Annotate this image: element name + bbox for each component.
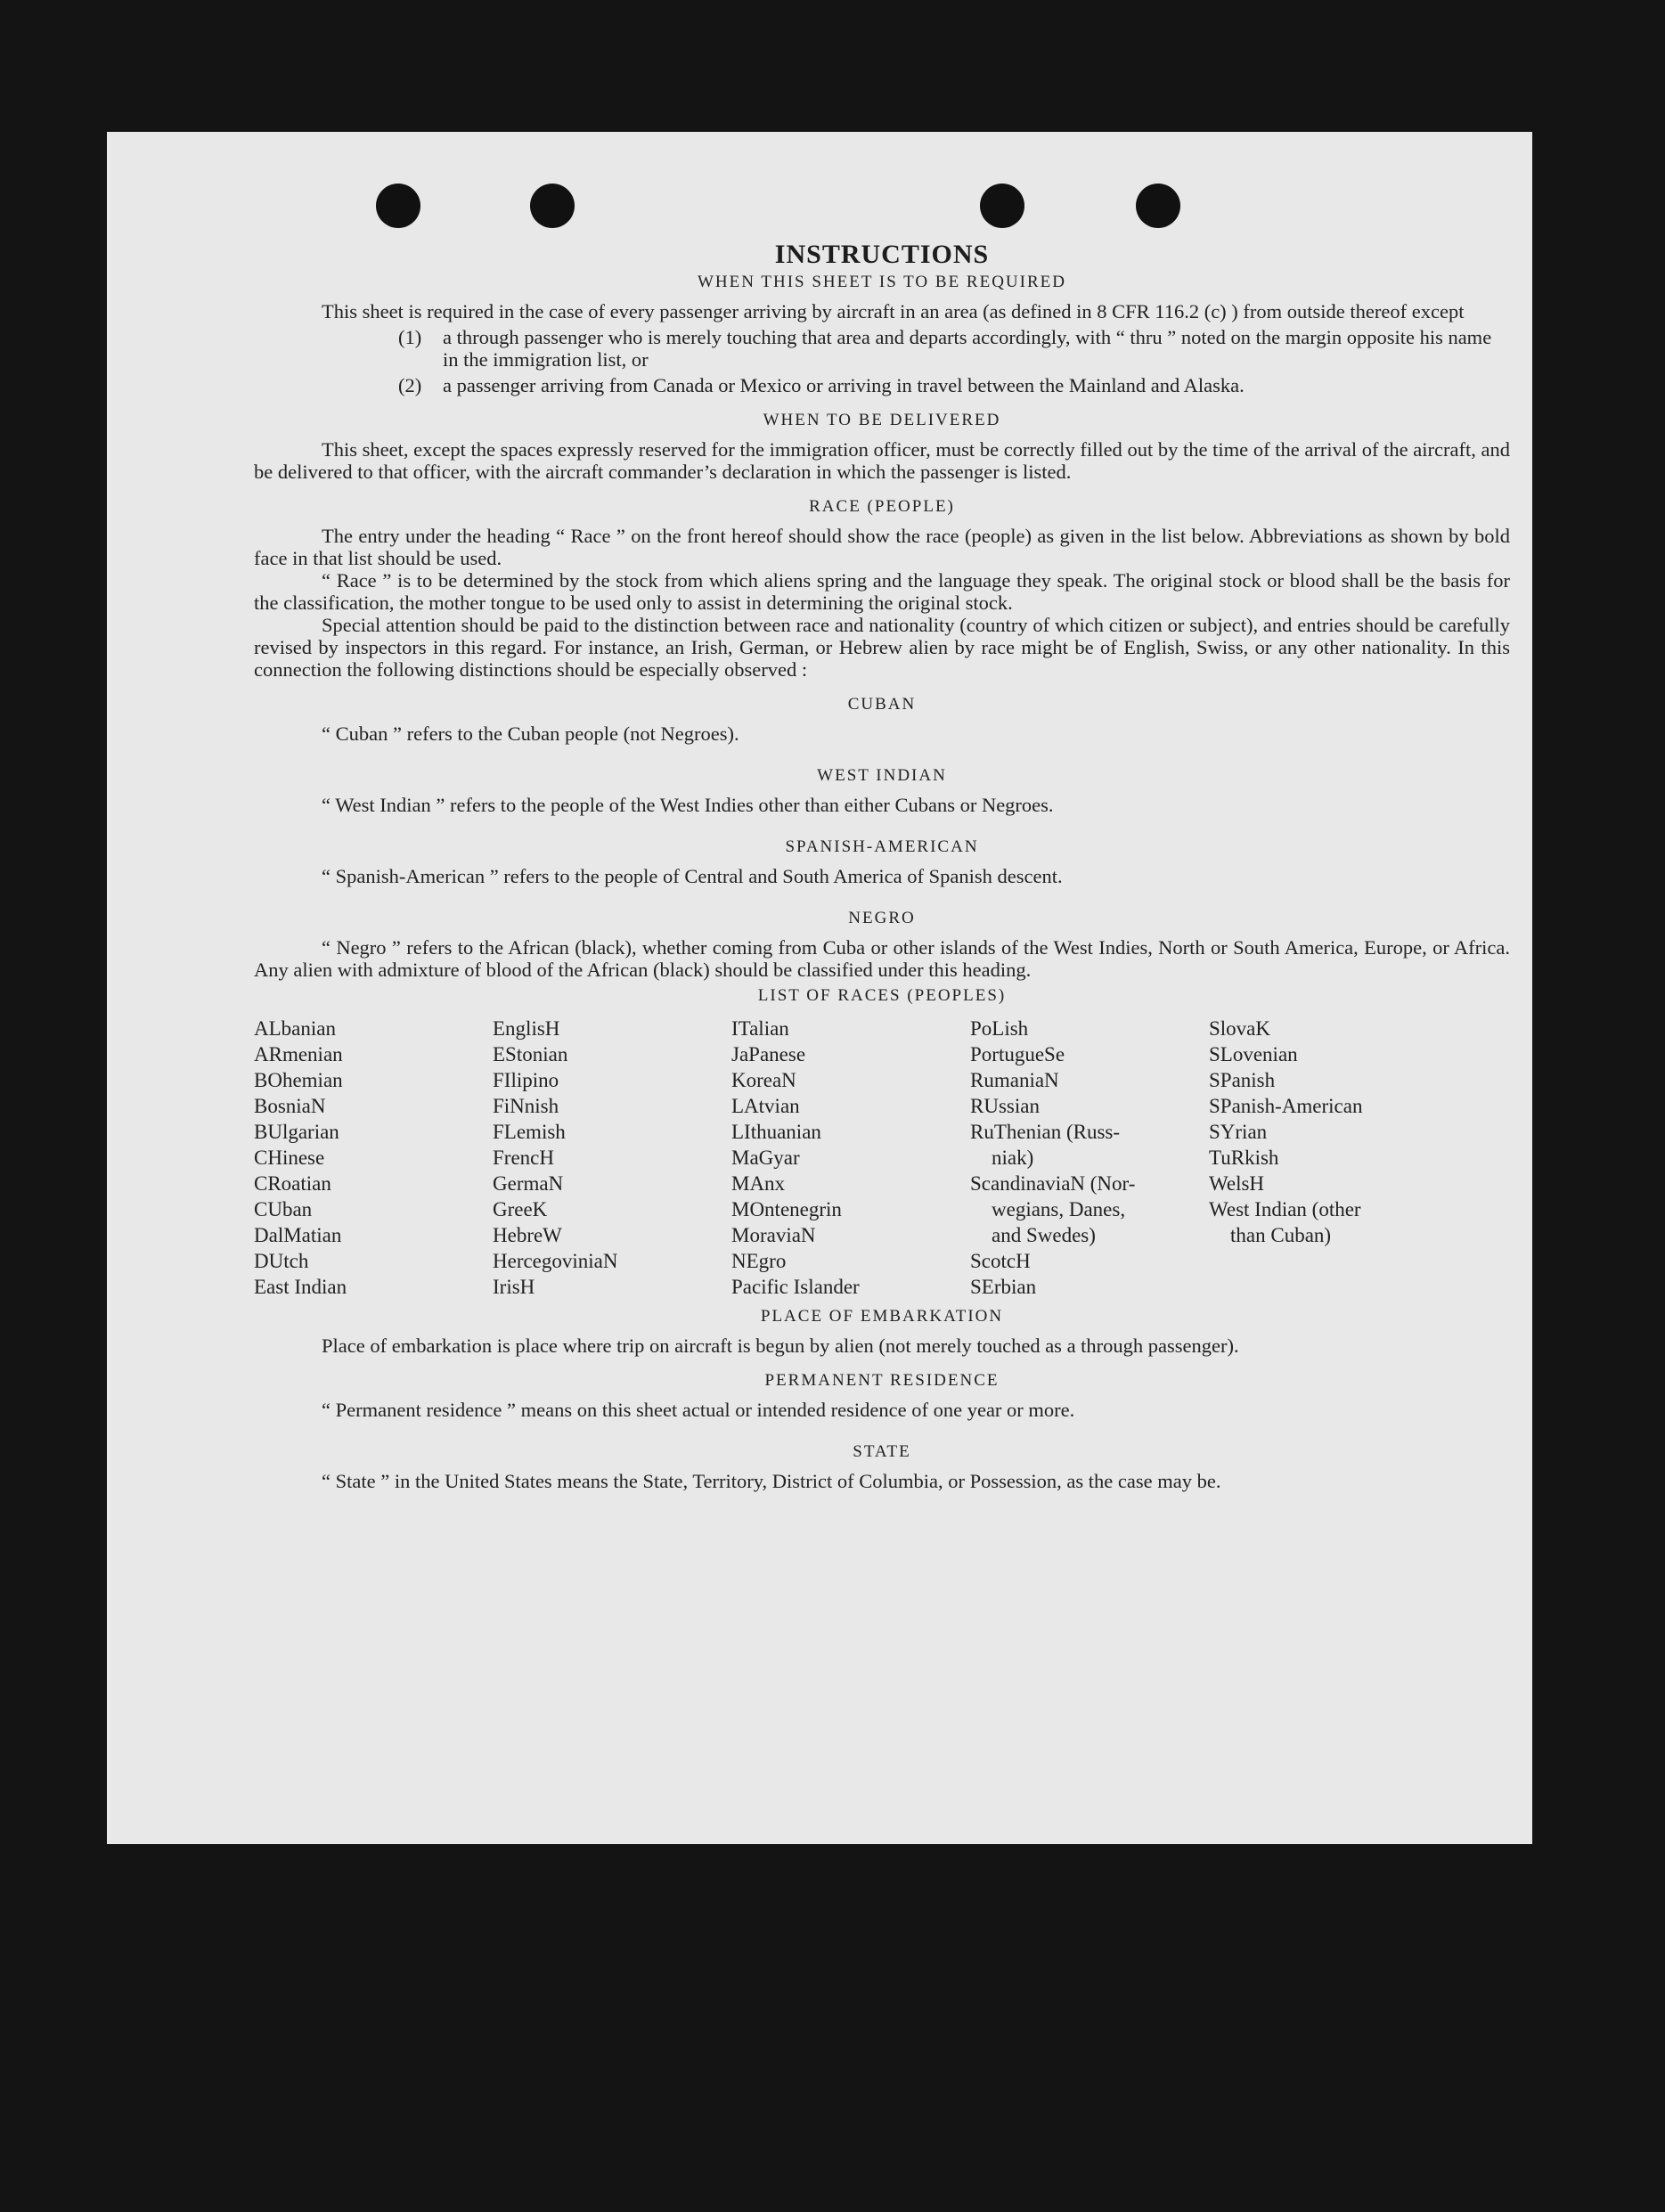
- when-delivered-text: This sheet, except the spaces expressly reserved for the immigration officer, must be correctly filled out by the time of the arrival of the aircraft, and be delivered to that officer, with the aircraft commander’s declaration in which the passenger is listed.: [254, 438, 1510, 483]
- race-entry: SErbian: [970, 1276, 1037, 1298]
- document-page: [107, 132, 1532, 1844]
- race-entry: and Swedes): [992, 1224, 1096, 1246]
- races-column: [493, 1016, 731, 1300]
- heading-when-required: WHEN THIS SHEET IS TO BE REQUIRED: [698, 273, 1066, 291]
- list-item: (1) a through passenger who is merely touching that area and departs accordingly, with “ thru ” noted on the margin opposite his name in the immigration list, or: [398, 326, 1492, 371]
- race-entry: East Indian: [254, 1276, 347, 1298]
- race-entry: IrisH: [493, 1276, 535, 1298]
- heading-cuban: CUBAN: [847, 695, 917, 714]
- when-required-text: This sheet is required in the case of every passenger arriving by aircraft in an area (as defined in 8 CFR 116.2 (c) ) from outside thereof except: [322, 300, 1465, 322]
- heading-when-delivered: WHEN TO BE DELIVERED: [763, 411, 1001, 429]
- heading-embarkation: PLACE OF EMBARKATION: [760, 1307, 1004, 1326]
- negro-text: “ Negro ” refers to the African (black), whether coming from Cuba or other islands of the West Indies, North or South America, Europe, or Africa. Any alien with admixture of blood of the African (black) should be classified under this heading.: [254, 936, 1510, 981]
- races-column: [1209, 1016, 1448, 1300]
- race-entry: HebreW: [493, 1224, 562, 1246]
- race-entry: FiNnish: [493, 1095, 559, 1117]
- cuban-text: “ Cuban ” refers to the Cuban people (not Negroes).: [322, 722, 739, 745]
- race-entry: SPanish: [1209, 1069, 1276, 1091]
- race-entry: TuRkish: [1209, 1147, 1279, 1169]
- race-entry: MOntenegrin: [731, 1198, 842, 1220]
- race-entry: JaPanese: [731, 1043, 806, 1065]
- race-entry: ScandinaviaN (Nor-: [970, 1172, 1136, 1195]
- race-entry: LIthuanian: [731, 1121, 821, 1143]
- race-entry: RuThenian (Russ-: [970, 1121, 1121, 1143]
- race-entry: MoraviaN: [731, 1224, 816, 1246]
- heading-negro: NEGRO: [848, 909, 916, 927]
- race-entry: CHinese: [254, 1147, 325, 1169]
- race-entry: FIlipino: [493, 1069, 559, 1091]
- race-entry: FrencH: [493, 1147, 554, 1169]
- heading-west-indian: WEST INDIAN: [817, 766, 947, 785]
- race-entry: SYrian: [1209, 1121, 1268, 1143]
- residence-text: “ Permanent residence ” means on this sheet actual or intended residence of one year or more.: [322, 1399, 1075, 1421]
- punch-hole: [376, 184, 420, 228]
- race-entry: PoLish: [970, 1017, 1029, 1040]
- race-entry: West Indian (other: [1209, 1198, 1361, 1220]
- race-entry: BUlgarian: [254, 1121, 339, 1143]
- race-entry: ScotcH: [970, 1250, 1031, 1272]
- race-entry: RumaniaN: [970, 1069, 1059, 1091]
- west-indian-text: “ West Indian ” refers to the people of the West Indies other than either Cubans or Negroes.: [322, 794, 1054, 816]
- races-column: [731, 1016, 970, 1300]
- instructions-content: [254, 240, 1510, 1492]
- race-paragraph-2: “ Race ” is to be determined by the stock from which aliens spring and the language they speak. The original stock or blood shall be the basis for the classification, the mother tongue to be used only to assist in determining the original stock.: [254, 569, 1510, 614]
- race-entry: EStonian: [493, 1043, 568, 1065]
- race-entry: than Cuban): [1230, 1224, 1332, 1246]
- race-paragraph-3: Special attention should be paid to the distinction between race and nationality (country of which citizen or subject), and entries should be carefully revised by inspectors in this regard. For instance, an Irish, German, or Hebrew alien by race might be of English, Swiss, or any other nationality. In this connection the following distinctions should be especially observed :: [254, 614, 1510, 681]
- state-text: “ State ” in the United States means the State, Territory, District of Columbia, or Possession, as the case may be.: [322, 1470, 1221, 1492]
- race-entry: DUtch: [254, 1250, 309, 1272]
- race-entry: RUssian: [970, 1095, 1040, 1117]
- race-entry: SPanish-American: [1209, 1095, 1363, 1117]
- race-entry: wegians, Danes,: [992, 1198, 1126, 1220]
- race-entry: ALbanian: [254, 1017, 336, 1040]
- race-entry: NEgro: [731, 1250, 787, 1272]
- heading-list-of-races: LIST OF RACES (PEOPLES): [757, 986, 1007, 1005]
- punch-hole: [530, 184, 575, 228]
- race-entry: Pacific Islander: [731, 1276, 860, 1298]
- race-entry: MAnx: [731, 1172, 786, 1195]
- race-paragraph-1: The entry under the heading “ Race ” on the front hereof should show the race (people) as given in the list below. Abbreviations as shown by bold face in that list should be used.: [254, 525, 1510, 569]
- race-entry: ARmenian: [254, 1043, 343, 1065]
- spanish-american-text: “ Spanish-American ” refers to the people of Central and South America of Spanish descent.: [322, 865, 1063, 887]
- heading-state: STATE: [853, 1442, 911, 1461]
- race-entry: CUban: [254, 1198, 313, 1220]
- race-entry: WelsH: [1209, 1172, 1265, 1195]
- list-item: (2) a passenger arriving from Canada or Mexico or arriving in travel between the Mainland and Alaska.: [398, 374, 1245, 396]
- races-list: [254, 1016, 1510, 1300]
- race-entry: LAtvian: [731, 1095, 800, 1117]
- race-entry: KoreaN: [731, 1069, 796, 1091]
- race-entry: SLovenian: [1209, 1043, 1298, 1065]
- races-column: [254, 1016, 493, 1300]
- page-title: INSTRUCTIONS: [774, 240, 990, 269]
- race-entry: EnglisH: [493, 1017, 560, 1040]
- race-entry: ITalian: [731, 1017, 789, 1040]
- race-entry: GermaN: [493, 1172, 564, 1195]
- embarkation-text: Place of embarkation is place where trip on aircraft is begun by alien (not merely touched as a through passenger).: [322, 1335, 1239, 1357]
- race-entry: BOhemian: [254, 1069, 343, 1091]
- race-entry: MaGyar: [731, 1147, 800, 1169]
- punch-hole: [980, 184, 1024, 228]
- race-entry: SlovaK: [1209, 1017, 1270, 1040]
- race-entry: HercegoviniaN: [493, 1250, 618, 1272]
- race-entry: niak): [992, 1147, 1034, 1169]
- race-entry: CRoatian: [254, 1172, 331, 1195]
- punch-hole: [1136, 184, 1180, 228]
- heading-permanent-residence: PERMANENT RESIDENCE: [764, 1371, 1000, 1390]
- race-entry: DalMatian: [254, 1224, 342, 1246]
- race-entry: PortugueSe: [970, 1043, 1065, 1065]
- race-entry: FLemish: [493, 1121, 566, 1143]
- heading-spanish-american: SPANISH-AMERICAN: [785, 837, 979, 856]
- race-entry: GreeK: [493, 1198, 548, 1220]
- heading-race: RACE (PEOPLE): [809, 497, 955, 516]
- races-column: [970, 1016, 1209, 1300]
- race-entry: BosniaN: [254, 1095, 326, 1117]
